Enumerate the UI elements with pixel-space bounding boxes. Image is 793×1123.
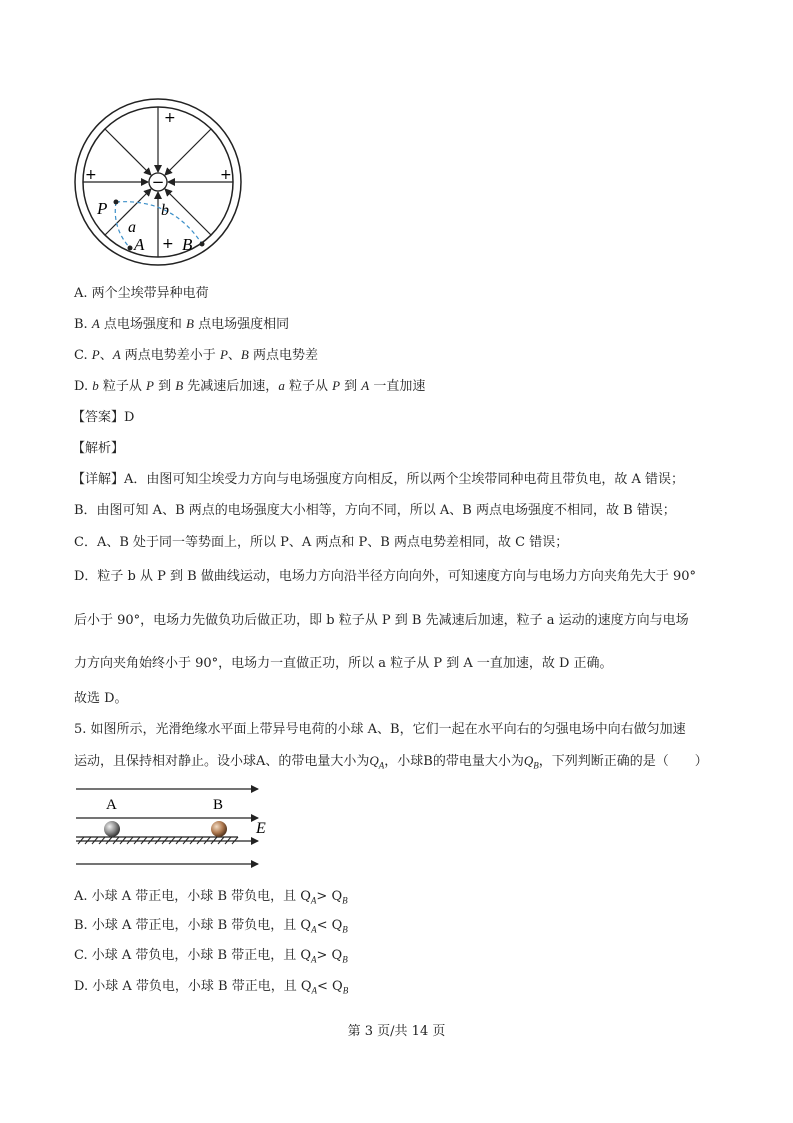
ball-A-label: A bbox=[106, 797, 117, 813]
field-E-label: E bbox=[256, 820, 266, 837]
detail-line-4: D．粒子 b 从 P 到 B 做曲线运动，电场力方向沿半径方向向外，可知速度方向与电场力方向夹角先大于 90° bbox=[74, 569, 697, 584]
option-c: C. P、A 两点电势差小于 P、B 两点电势差 bbox=[74, 347, 318, 363]
q5-option-a: A. 小球 A 带正电，小球 B 带负电，且 $Q_A> Q_B$ bbox=[74, 889, 348, 906]
plus-bottom: + bbox=[162, 236, 174, 252]
point-A-label: A bbox=[134, 235, 145, 254]
plus-top: + bbox=[164, 110, 176, 126]
plus-right: + bbox=[220, 167, 232, 183]
q5-option-d: D. 小球 A 带负电，小球 B 带正电，且 $Q_A< Q_B$ bbox=[74, 979, 349, 996]
point-P-label: P bbox=[97, 199, 108, 218]
detail-line-6: 力方向夹角始终小于 90°，电场力一直做正功，所以 a 粒子从 P 到 A 一直加速，故 D 正确。 bbox=[74, 656, 613, 671]
ball-field-diagram bbox=[72, 780, 277, 872]
analysis-heading: 【解析】 bbox=[72, 441, 125, 456]
option-a: A. 两个尘埃带异种电荷 bbox=[74, 286, 209, 301]
path-a-label: a bbox=[128, 219, 136, 236]
detail-line-5: 后小于 90°，电场力先做负功后做正功，即 b 粒子从 P 到 B 先减速后加速，粒子 a 运动的速度方向与电场 bbox=[74, 613, 689, 628]
detail-line-3: C．A、B 处于同一等势面上，所以 P、A 两点和 P、B 两点电势差相同，故 C 错误； bbox=[74, 535, 569, 550]
detail-line-1: 【详解】A．由图可知尘埃受力方向与电场强度方向相反，所以两个尘埃带同种电荷且带负电，故 A 错误； bbox=[72, 472, 685, 487]
center-minus: − bbox=[151, 173, 165, 191]
q5-option-c: C. 小球 A 带负电，小球 B 带正电，且 $Q_A> Q_B$ bbox=[74, 948, 348, 965]
answer-line: 【答案】D bbox=[72, 410, 135, 425]
option-b: B. A 点电场强度和 B 点电场强度相同 bbox=[74, 316, 290, 332]
ball-B-label: B bbox=[213, 797, 224, 813]
field-diagram bbox=[72, 98, 244, 268]
path-b-label: b bbox=[161, 202, 169, 219]
q5-stem-2: 运动，且保持相对静止。设小球A、的带电量大小为$Q_A$，小球B的带电量大小为$Q_B$，下列判断正确的是（ ） bbox=[74, 753, 708, 771]
detail-line-2: B．由图可知 A、B 两点的电场强度大小相等，方向不同，所以 A、B 两点电场强度不相同，故 B 错误； bbox=[74, 503, 676, 518]
detail-line-7: 故选 D。 bbox=[74, 691, 128, 706]
page-footer: 第 3 页/共 14 页 bbox=[347, 1024, 446, 1039]
q5-option-b: B. 小球 A 带正电，小球 B 带负电，且 $Q_A< Q_B$ bbox=[74, 918, 348, 935]
plus-left: + bbox=[85, 167, 97, 183]
option-d: D. b 粒子从 P 到 B 先减速后加速，a 粒子从 P 到 A 一直加速 bbox=[74, 378, 426, 394]
q5-stem-1: 5. 如图所示，光滑绝缘水平面上带异号电荷的小球 A、B，它们一起在水平向右的匀强电场中向右做匀加速 bbox=[74, 722, 686, 737]
point-B-label: B bbox=[182, 235, 193, 254]
